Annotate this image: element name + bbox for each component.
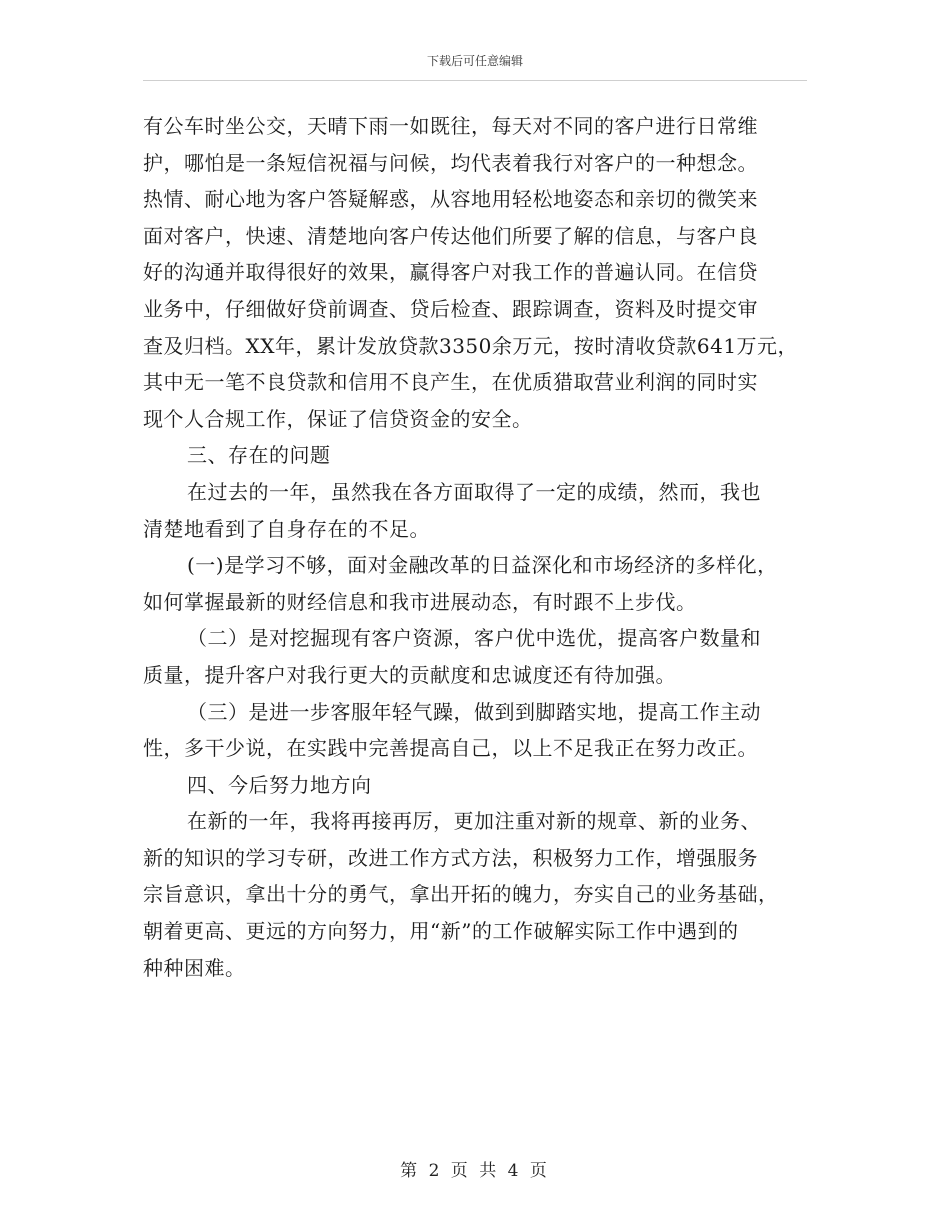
text-line: （二）是对挖掘现有客户资源，客户优中选优，提高客户数量和 xyxy=(187,626,761,651)
text-line: 质量，提升客户对我行更大的贡献度和忠诚度还有待加强。 xyxy=(143,662,676,687)
text-line: 新的知识的学习专研，改进工作方式方法，积极努力工作，增强服务 xyxy=(143,845,758,870)
text-line: 护，哪怕是一条短信祝福与问候，均代表着我行对客户的一种想念。 xyxy=(143,150,758,175)
text-line: 在过去的一年，虽然我在各方面取得了一定的成绩，然而，我也 xyxy=(187,479,761,504)
text-line: 其中无一笔不良贷款和信用不良产生，在优质猎取营业利润的同时实 xyxy=(143,370,758,395)
text-line: 性，多干少说，在实践中完善提高自己，以上不足我正在努力改正。 xyxy=(143,736,758,761)
text-line: （三）是进一步客服年轻气躁，做到到脚踏实地，提高工作主动 xyxy=(187,699,761,724)
section-heading: 四、今后努力地方向 xyxy=(187,772,372,797)
text-line: 清楚地看到了自身存在的不足。 xyxy=(143,516,430,541)
text-line: 热情、耐心地为客户答疑解惑，从容地用轻松地姿态和亲切的微笑来 xyxy=(143,187,758,212)
text-line: 种种困难。 xyxy=(143,955,246,980)
document-body xyxy=(143,108,807,986)
page-header: 下载后可任意编辑 xyxy=(426,54,523,68)
header-divider xyxy=(143,80,807,81)
text-line: 现个人合规工作，保证了信贷资金的安全。 xyxy=(143,406,533,431)
text-line: 查及归档。XX年，累计发放贷款3350余万元，按时清收贷款641万元， xyxy=(143,333,799,358)
text-line: 面对客户，快速、清楚地向客户传达他们所要了解的信息，与客户良 xyxy=(143,223,758,248)
text-line: (一)是学习不够，面对金融改革的日益深化和市场经济的多样化， xyxy=(187,553,778,578)
text-line: 有公车时坐公交，天晴下雨一如既往，每天对不同的客户进行日常维 xyxy=(143,114,758,138)
text-line: 业务中，仔细做好贷前调查、贷后检查、跟踪调查，资料及时提交审 xyxy=(143,296,758,321)
page-footer: 第 2 页 共 4 页 xyxy=(400,1161,550,1181)
text-line: 朝着更高、更远的方向努力，用“新”的工作破解实际工作中遇到的 xyxy=(143,919,739,944)
section-heading: 三、存在的问题 xyxy=(187,443,331,468)
text-line: 好的沟通并取得很好的效果，赢得客户对我工作的普遍认同。在信贷 xyxy=(143,260,758,285)
text-line: 在新的一年，我将再接再厉，更加注重对新的规章、新的业务、 xyxy=(187,809,761,834)
text-line: 宗旨意识，拿出十分的勇气，拿出开拓的魄力，夯实自己的业务基础， xyxy=(143,882,779,907)
text-line: 如何掌握最新的财经信息和我市进展动态，有时跟不上步伐。 xyxy=(143,589,697,614)
